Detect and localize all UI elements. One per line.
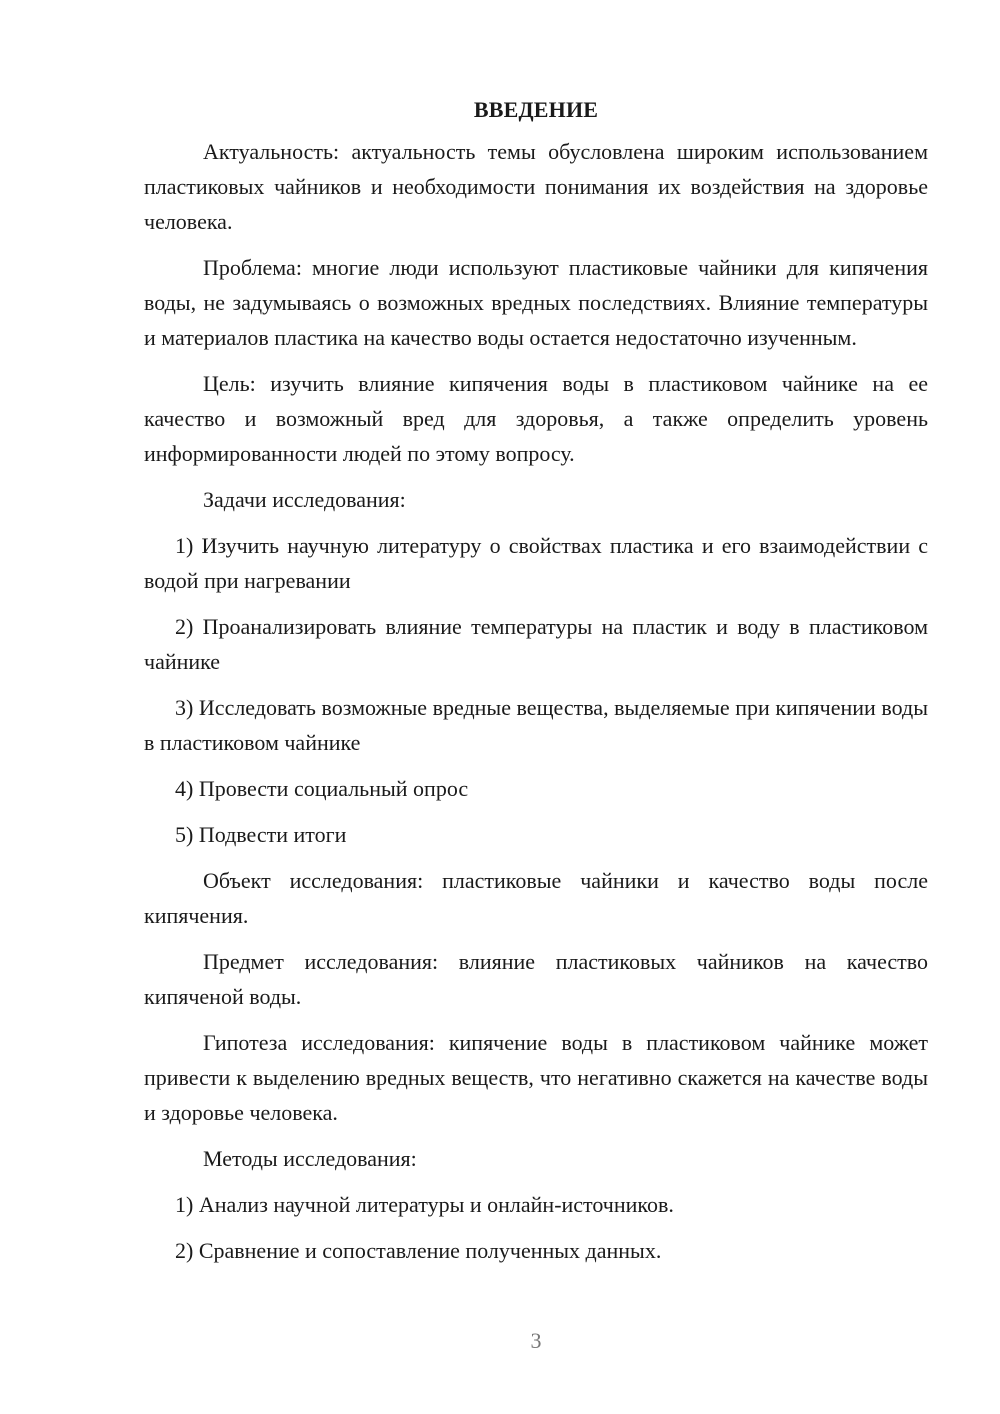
hypothesis-paragraph: Гипотеза исследования: кипячение воды в пластиковом чайнике может привести к выделению вредных веществ, что негативно скажется на качестве воды и здоровье человека.: [144, 1030, 928, 1125]
method-item-2: 2) Сравнение и сопоставление полученных данных.: [175, 1238, 662, 1263]
task-item-2: 2) Проанализировать влияние температуры на пластик и воду в пластиковом чайнике: [144, 614, 928, 674]
section-title: ВВЕДЕНИЕ: [473, 97, 599, 122]
task-item-4: 4) Провести социальный опрос: [175, 776, 469, 801]
object-paragraph: Объект исследования: пластиковые чайники и качество воды после кипячения.: [144, 868, 928, 928]
methods-heading: Методы исследования:: [203, 1146, 417, 1171]
page-number: 3: [530, 1328, 542, 1353]
goal-paragraph: Цель: изучить влияние кипячения воды в пластиковом чайнике на ее качество и возможный вред для здоровья, а также определить уровень информированности людей по этому вопросу.: [144, 371, 928, 466]
task-item-3: 3) Исследовать возможные вредные вещества, выделяемые при кипячении воды в пластиковом чайнике: [144, 695, 928, 755]
subject-paragraph: Предмет исследования: влияние пластиковых чайников на качество кипяченой воды.: [144, 949, 928, 1009]
task-item-1: 1) Изучить научную литературу о свойствах пластика и его взаимодействии с водой при нагревании: [144, 533, 928, 593]
method-item-1: 1) Анализ научной литературы и онлайн-источников.: [175, 1192, 674, 1217]
document-page: [144, 92, 928, 1279]
task-item-5: 5) Подвести итоги: [175, 822, 347, 847]
problem-paragraph: Проблема: многие люди используют пластиковые чайники для кипячения воды, не задумываясь о возможных вредных последствиях. Влияние температуры и материалов пластика на качество воды остается недостаточно изученным.: [144, 255, 928, 350]
tasks-heading: Задачи исследования:: [203, 487, 406, 512]
relevance-paragraph: Актуальность: актуальность темы обусловлена широким использованием пластиковых чайников и необходимости понимания их воздействия на здоровье человека.: [144, 139, 928, 234]
